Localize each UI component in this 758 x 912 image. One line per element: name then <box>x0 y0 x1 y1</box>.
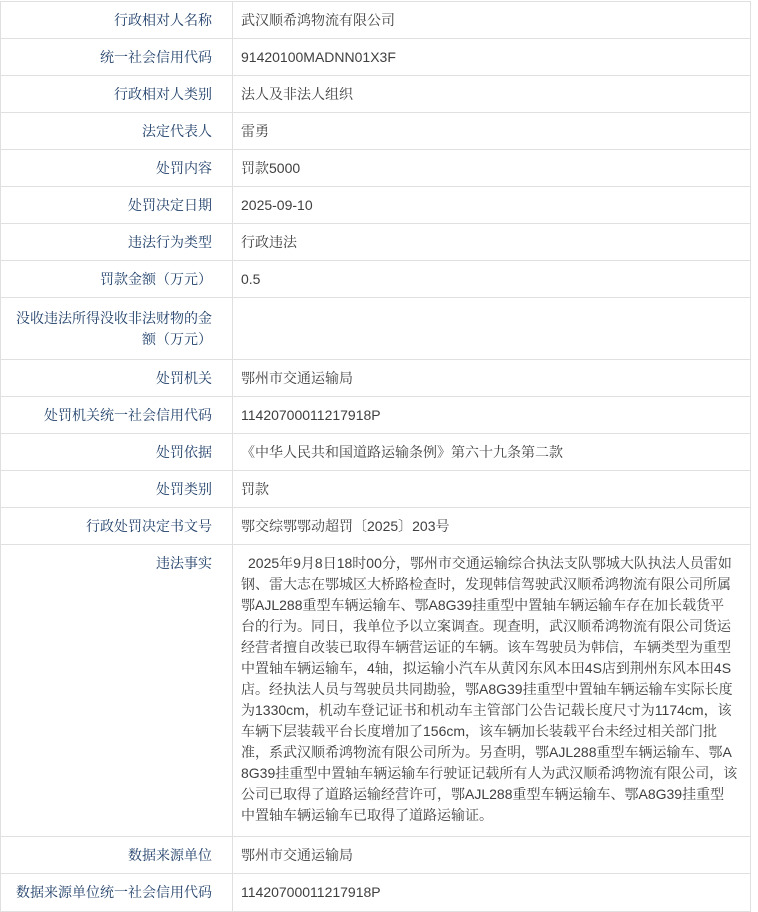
row-value <box>233 397 750 433</box>
row-value <box>233 113 750 149</box>
row-value <box>233 76 750 112</box>
row-label: 处罚决定日期 <box>1 187 233 223</box>
row-value-text: 雷勇 <box>241 122 269 139</box>
table-row <box>1 187 750 224</box>
row-value-text: 11420700011217918P <box>241 406 381 423</box>
row-label: 行政相对人名称 <box>1 2 233 38</box>
table-row <box>1 471 750 508</box>
row-label: 违法事实 <box>1 545 233 836</box>
row-value <box>233 261 750 297</box>
table-row <box>1 224 750 261</box>
row-value-text: 法人及非法人组织 <box>241 85 353 102</box>
table-row <box>1 434 750 471</box>
row-value <box>233 298 750 359</box>
table-row <box>1 261 750 298</box>
table-row <box>1 508 750 545</box>
row-value <box>233 434 750 470</box>
row-value-text: 11420700011217918P <box>241 884 381 900</box>
row-value <box>233 471 750 507</box>
row-label: 统一社会信用代码 <box>1 39 233 75</box>
row-value-text: 0.5 <box>241 270 261 287</box>
row-label: 没收违法所得没收非法财物的金额（万元） <box>1 298 233 359</box>
row-value <box>233 508 750 544</box>
row-value-text: 2025年9月8日18时00分，鄂州市交通运输综合执法支队鄂城大队执法人员雷如钢、雷大志在鄂城区大桥路检查时，发现韩信驾驶武汉顺希鸿物流有限公司所属鄂AJL288重型车辆运输车、鄂A8G39挂重型中置轴车辆运输车存在加长载货平台的行为。同日，我单位予以立案调查。现查明，武汉顺希鸿物流有限公司货运经营者擅自改装已取得车辆营运证的车辆。该车驾驶员为韩信，车辆类型为重型中置轴车辆运输车，4轴，拟运输小汽车从黄冈东风本田4S店到荆州东风本田4S店。经执法人员与驾驶员共同勘验，鄂A8G39挂重型中置轴车辆运输车实际长度为1330cm，机动车登记证书和机动车主管部门公告记载长度尺寸为1174cm，该车辆下层装载平台长度增加了156cm，该车辆加长装载平台未经过相关部门批准，系武汉顺希鸿物流有限公司所为。另查明，鄂AJL288重型车辆运输车、鄂A8G39挂重型中置轴车辆运输车行驶证记载所有人为武汉顺希鸿物流有限公司，该公司已取得了道路运输经营许可，鄂AJL288重型车辆运输车、鄂A8G39挂重型中置轴车辆运输车已取得了道路运输证。 <box>241 555 738 823</box>
table-row <box>1 874 750 911</box>
table-row <box>1 837 750 874</box>
table-row <box>1 545 750 837</box>
row-value <box>233 2 750 38</box>
row-value-text: 《中华人民共和国道路运输条例》第六十九条第二款 <box>241 443 563 460</box>
row-value-text: 行政违法 <box>241 233 297 250</box>
row-label: 数据来源单位统一社会信用代码 <box>1 874 233 911</box>
row-value <box>233 545 750 836</box>
row-label: 行政处罚决定书文号 <box>1 508 233 544</box>
table-row <box>1 298 750 360</box>
table-row <box>1 150 750 187</box>
row-label: 法定代表人 <box>1 113 233 149</box>
row-label: 处罚内容 <box>1 150 233 186</box>
table-row <box>1 76 750 113</box>
table-row <box>1 2 750 39</box>
row-value-text: 2025-09-10 <box>241 196 313 213</box>
row-value <box>233 837 750 873</box>
row-value-text: 罚款 <box>241 480 269 497</box>
row-value <box>233 874 750 911</box>
row-value-text: 鄂州市交通运输局 <box>241 846 353 863</box>
penalty-record-table <box>0 1 751 912</box>
table-row <box>1 113 750 150</box>
row-label: 处罚依据 <box>1 434 233 470</box>
row-value-text: 鄂州市交通运输局 <box>241 369 353 386</box>
row-label: 违法行为类型 <box>1 224 233 260</box>
row-value <box>233 39 750 75</box>
row-value <box>233 187 750 223</box>
row-value <box>233 360 750 396</box>
row-label: 处罚机关 <box>1 360 233 396</box>
table-row <box>1 397 750 434</box>
table-row <box>1 360 750 397</box>
row-label: 处罚类别 <box>1 471 233 507</box>
row-value <box>233 150 750 186</box>
row-label: 数据来源单位 <box>1 837 233 873</box>
row-value-text: 鄂交综鄂鄂动超罚〔2025〕203号 <box>241 517 450 534</box>
row-value <box>233 224 750 260</box>
table-row <box>1 39 750 76</box>
row-value-text: 武汉顺希鸿物流有限公司 <box>241 11 395 28</box>
row-value-text: 91420100MADNN01X3F <box>241 48 396 65</box>
row-label: 罚款金额（万元） <box>1 261 233 297</box>
row-label: 行政相对人类别 <box>1 76 233 112</box>
row-label: 处罚机关统一社会信用代码 <box>1 397 233 433</box>
row-value-text: 罚款5000 <box>241 159 301 176</box>
